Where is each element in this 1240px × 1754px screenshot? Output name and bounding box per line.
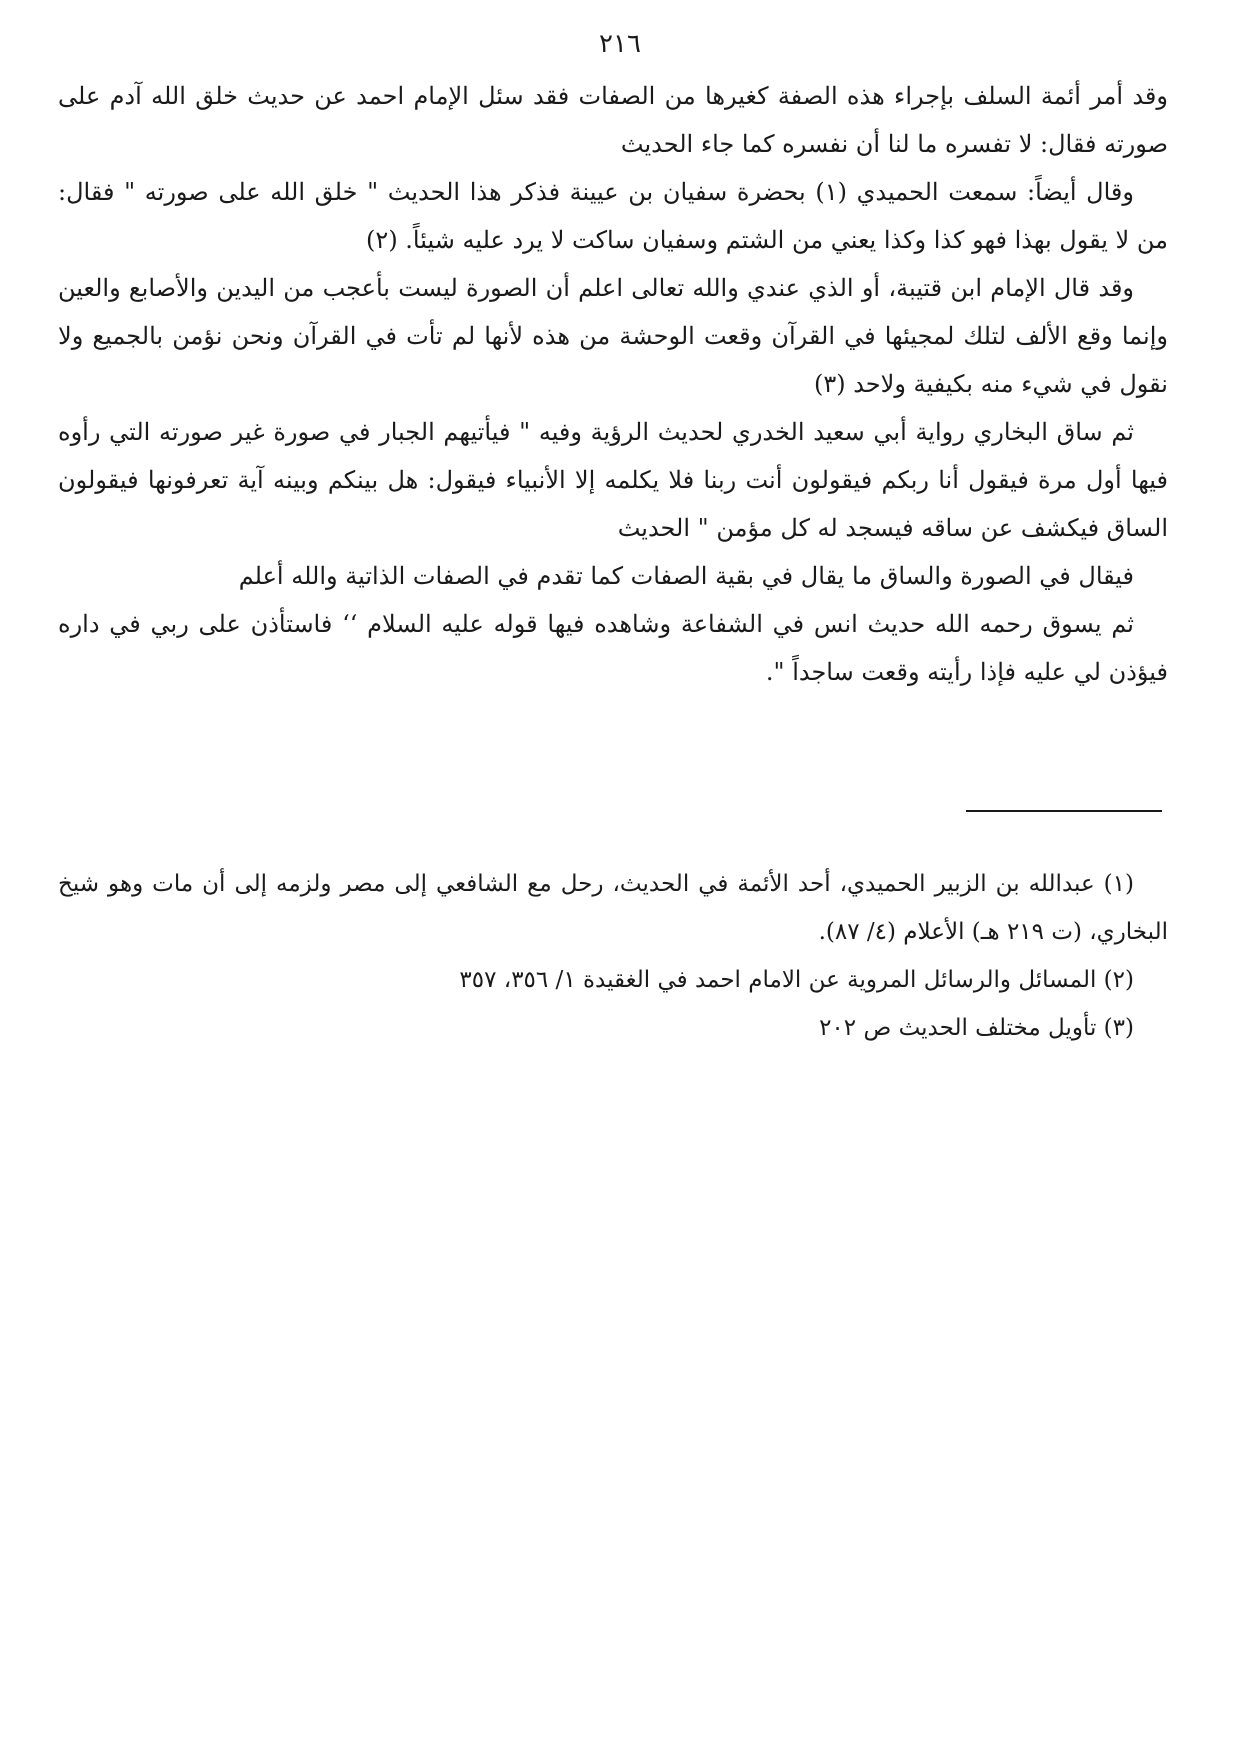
- footnote: (١) عبدالله بن الزبير الحميدي، أحد الأئمة في الحديث، رحل مع الشافعي إلى مصر ولزمه إلى أن مات وهو شيخ البخاري، (ت ٢١٩ هـ) الأعلام (٤/ ٨٧).: [58, 871, 1168, 945]
- footnote: (٢) المسائل والرسائل المروية عن الامام احمد في الغقيدة ١/ ٣٥٦، ٣٥٧: [459, 967, 1134, 993]
- paragraph: وقد قال الإمام ابن قتيبة، أو الذي عندي والله تعالى اعلم أن الصورة ليست بأعجب من اليدين والأصابع والعين وإنما وقع الألف لتلك لمجيئها في القرآن وقعت الوحشة من هذه لأنها لم تأت في القرآن ونحن نؤمن بالجميع ولا نقول في شيء منه بكيفية ولاحد (٣): [58, 274, 1168, 398]
- footnote-divider: [966, 810, 1162, 812]
- footnote: (٣) تأويل مختلف الحديث ص ٢٠٢: [819, 1015, 1134, 1041]
- paragraph: ثم ساق البخاري رواية أبي سعيد الخدري لحديث الرؤية وفيه " فيأتيهم الجبار في صورة غير صورته التي رأوه فيها أول مرة فيقول أنا ربكم فيقولون أنت ربنا فلا يكلمه إلا الأنبياء فيقول: هل بينكم وبينه آية تعرفونها فيقولون الساق فيكشف عن ساقه فيسجد له كل مؤمن " الحديث: [58, 418, 1168, 542]
- main-text: [58, 72, 1168, 696]
- paragraph: فيقال في الصورة والساق ما يقال في بقية الصفات كما تقدم في الصفات الذاتية والله أعلم: [238, 562, 1134, 590]
- paragraph: وقال أيضاً: سمعت الحميدي (١) بحضرة سفيان بن عيينة فذكر هذا الحديث " خلق الله على صورته " فقال: من لا يقول بهذا فهو كذا وكذا يعني من الشتم وسفيان ساكت لا يرد عليه شيئاً. (٢): [58, 178, 1168, 254]
- footnotes: [58, 860, 1168, 1052]
- page-number: ٢١٦: [599, 29, 641, 59]
- paragraph: وقد أمر أئمة السلف بإجراء هذه الصفة كغيرها من الصفات فقد سئل الإمام احمد عن حديث خلق الله آدم على صورته فقال: لا تفسره ما لنا أن نفسره كما جاء الحديث: [58, 82, 1168, 158]
- paragraph: ثم يسوق رحمه الله حديث انس في الشفاعة وشاهده فيها قوله عليه السلام ‘‘ فاستأذن على ربي في داره فيؤذن لي عليه فإذا رأيته وقعت ساجداً ".: [58, 610, 1168, 686]
